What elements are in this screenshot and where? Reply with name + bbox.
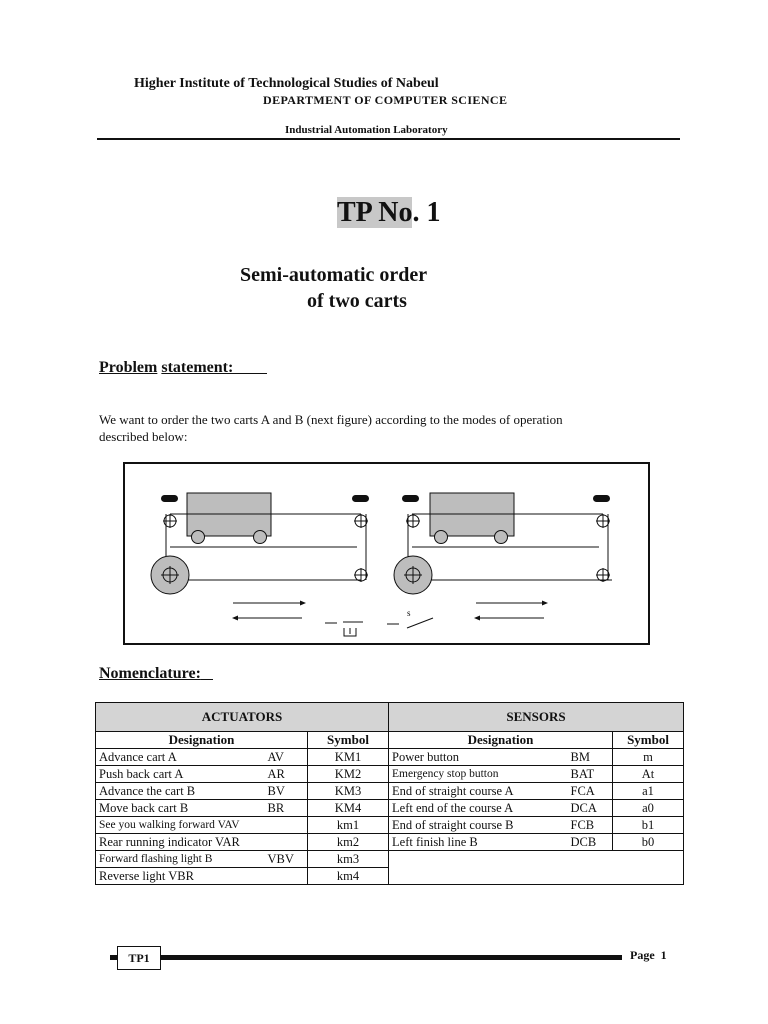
empty-sensor-cell — [389, 851, 684, 885]
sensor-symbol-col: Symbol — [613, 732, 684, 749]
sensor-b0-icon — [402, 495, 419, 502]
actuator-symbol: KM2 — [308, 766, 389, 783]
sensor-symbol: a1 — [613, 783, 684, 800]
sensor-a0-icon — [161, 495, 178, 502]
sensor-symbol: b1 — [613, 817, 684, 834]
actuator-symbol: KM1 — [308, 749, 389, 766]
statement-word: statement: — [161, 359, 234, 376]
sensor-b1-icon — [593, 495, 610, 502]
nomenclature-heading — [99, 665, 213, 683]
switch-s-label: s — [407, 608, 411, 618]
actuator-symbol: km1 — [308, 817, 389, 834]
sensor-symbol: a0 — [613, 800, 684, 817]
table-row — [96, 851, 684, 868]
table-row — [96, 800, 684, 817]
table-row — [96, 783, 684, 800]
table-row — [96, 817, 684, 834]
sensor-abbr: BM — [569, 749, 613, 766]
actuator-designation: Move back cart B — [96, 800, 266, 817]
sensor-a1-icon — [352, 495, 369, 502]
actuator-abbr: BR — [266, 800, 308, 817]
table-row — [96, 834, 684, 851]
carts-diagram — [125, 464, 648, 643]
subtitle-line-1: Semi-automatic order — [240, 264, 428, 286]
actuator-symbol: km3 — [308, 851, 389, 868]
page-label: Page — [630, 948, 655, 962]
page-title — [337, 196, 440, 230]
sensor-abbr: BAT — [569, 766, 613, 783]
cart-a-wheel-left — [192, 531, 205, 544]
actuator-designation: Reverse light VBR — [96, 868, 308, 885]
sensor-designation: Emergency stop button — [389, 766, 569, 783]
actuator-designation: Advance the cart B — [96, 783, 266, 800]
actuator-designation: Forward flashing light B — [96, 851, 266, 868]
page-number — [630, 948, 667, 963]
actuator-designation: Rear running indicator VAR — [96, 834, 308, 851]
actuator-abbr: AV — [266, 749, 308, 766]
actuator-symbol: km4 — [308, 868, 389, 885]
sensor-abbr: FCA — [569, 783, 613, 800]
actuator-abbr: AR — [266, 766, 308, 783]
header-rule — [97, 138, 680, 140]
sensors-header: SENSORS — [389, 703, 684, 732]
actuator-designation: Advance cart A — [96, 749, 266, 766]
table-row — [96, 766, 684, 783]
cart-b-wheel-left — [435, 531, 448, 544]
actuators-header: ACTUATORS — [96, 703, 389, 732]
problem-statement-heading — [99, 359, 267, 377]
actuator-symbol: KM4 — [308, 800, 389, 817]
sensor-abbr: DCA — [569, 800, 613, 817]
sensor-designation-col: Designation — [389, 732, 613, 749]
nomenclature-word: Nomenclature: — [99, 665, 201, 682]
nomenclature-table — [95, 702, 684, 885]
sensor-designation: Left end of the course A — [389, 800, 569, 817]
cart-a-assembly — [151, 493, 369, 621]
page-title-number: . 1 — [412, 197, 441, 228]
switch-s-icon — [325, 618, 433, 636]
cart-b-wheel-right — [495, 531, 508, 544]
sensor-designation: Power button — [389, 749, 569, 766]
actuator-abbr: VBV — [266, 851, 308, 868]
actuator-abbr: BV — [266, 783, 308, 800]
actuator-symbol: KM3 — [308, 783, 389, 800]
table-row — [96, 749, 684, 766]
cart-a-wheel-right — [254, 531, 267, 544]
laboratory-name: Industrial Automation Laboratory — [285, 124, 448, 136]
sensor-abbr: FCB — [569, 817, 613, 834]
sensor-designation: End of straight course A — [389, 783, 569, 800]
actuator-designation: Push back cart A — [96, 766, 266, 783]
page-number-value: 1 — [660, 948, 667, 962]
sensor-abbr: DCB — [569, 834, 613, 851]
sensor-symbol: At — [613, 766, 684, 783]
subtitle-line-2: of two carts — [307, 290, 407, 312]
actuator-designation-col: Designation — [96, 732, 308, 749]
cart-b-assembly — [394, 493, 612, 621]
footer-rule — [110, 955, 622, 960]
department-name: DEPARTMENT OF COMPUTER SCIENCE — [263, 93, 508, 107]
two-carts-figure — [123, 462, 650, 645]
problem-statement-text: We want to order the two carts A and B (next figure) according to the modes of operation described below: — [99, 412, 563, 444]
institute-name: Higher Institute of Technological Studies of Nabeul — [134, 76, 439, 91]
sensor-symbol: b0 — [613, 834, 684, 851]
actuator-symbol-col: Symbol — [308, 732, 389, 749]
footer-tag: TP1 — [117, 946, 161, 970]
sensor-symbol: m — [613, 749, 684, 766]
sensor-designation: Left finish line B — [389, 834, 569, 851]
actuator-designation: See you walking forward VAV — [96, 817, 308, 834]
problem-word: Problem — [99, 359, 158, 376]
sensor-designation: End of straight course B — [389, 817, 569, 834]
page-title-highlight: TP No — [337, 197, 413, 228]
actuator-symbol: km2 — [308, 834, 389, 851]
